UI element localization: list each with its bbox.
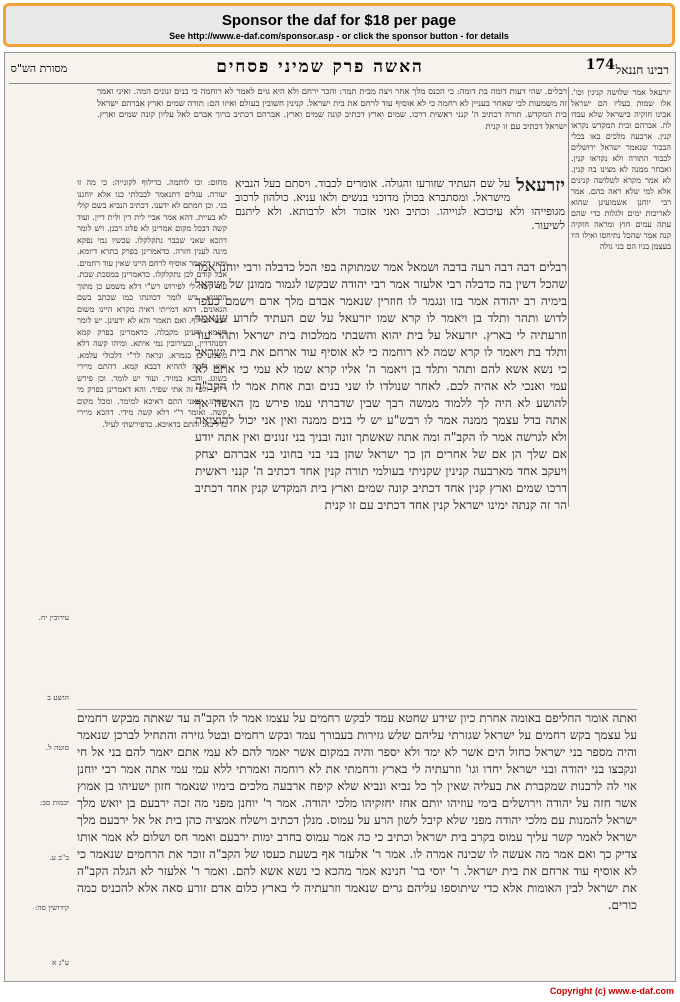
mishnah-text: על שם העתיד שזורעו והגולה. אומרים לכבוד. ויסתם בעל הנביא מישראל. ומסתברא בכולן מדוכני בנשים ולאו עניא. כולהון לרכוב מגופייהו ולא עיכובא לגוייהו. וכתיב ואני אזכור ולא לרבותא. ולא ליתנם לשיעור. — [235, 177, 565, 232]
copyright-link[interactable]: Copyright (c) www.e-daf.com — [549, 986, 674, 996]
mishnah-block — [235, 177, 565, 257]
rashi-column: רבלים. שהי דעות דומה בת דומה: כי הכנס מלך אחר ויצה מבית תמר: והכר ירחם ולא היא גוים לאמר לא רוחמה כי בנים זנונים המה. ואיני ואמר זה משמעות לבי שאחר בעניין לא רחמה כי לא אוסיף עוד לרחם את בית ישראל. קנינין חשובין בעולם ואיזו הם: תורה שמים וארץ אברהם ישראל בית המקדש. תורה דכתיב ה' קנני ראשית דרכו. שמים וארץ דכתיב קונה שמים וארץ. אברהם דכתיב ברוך אברם לאל עליון קונה שמים וארץ. ישראל דכתיב עם זו קנית — [97, 87, 567, 132]
margin-note: ב"ב ע. — [49, 853, 69, 862]
masoret-hashas-title: מסורת הש"ס — [10, 62, 68, 75]
gemara-upper: רבלים דבה דבה רעה בדבה ושמאל אמר שמתוקה בפי הכל כדבלה ורבי יוחנן אמר שהכל דשין בה כדבלה רבי אלעזר אמר רבי יהודה שבקשו לגמור ממונן של ישראל בימיה רב יהודה אמר בזו ונגמר לו חוזרין שנאמר אבדם מלך ארם וישמם כעפר לדוש ותהר ותלד בן ויאמר לו קרא שמו יזרעאל על שם העתיד לזרוע שנאמר וזרעתיה לי בארץ. יזרעאל על בית יהוא והשבתי ממלכות בית ישראל ותהר עוד ותלד בת ויאמר לו קרא שמה לא רוחמה כי לא אוסיף עוד ארחם את בית ישראל כי נשא אשא להם ותהר ותלד בן ויאמר ה' אליו קרא שמו לא עמי כי אתם לא עמי ואנכי לא אהיה לכם. לאחר שנולדו לו שני בנים ובת אחת אמר לו הקב"ה להושע לא היה לך ללמוד ממשה רבך שבין שדברתי עמו פירש מן האשה אף אתה בדל עצמך ממנה אמר לו רבש"ע יש לי בנים ממנה ואין אני יכול להוציאה ולא לגרשה אמר לו הקב"ה ומה אתה שאשתך זונה ובניך בני זנונים ואין אתה יודע אם שלך הן אם של אחרים הן כך ישראל שהן בני בני בחוני בני אברהם יצחק ויעקב אחד מארבעה קנינין שקניתי בעולמי תורה קנין אחד דכתיב ה' קנני ראשית דרכו שמים וארץ קנין אחד דכתיב קונה שמים וארץ בית המקדש קנין אחד דכתיב הר זה קנתה ימינו ישראל קנין אחד דכתיב עם זו קנית — [195, 260, 567, 512]
margin-note: ע"ג א — [51, 958, 69, 967]
sponsor-title[interactable]: Sponsor the daf for $18 per page — [221, 12, 457, 29]
margin-note: עירובין יח. — [38, 613, 69, 622]
mishnah-opening-word: יזרעאל — [516, 177, 565, 196]
margin-note: הושע ב — [47, 693, 69, 702]
talmud-page — [4, 52, 676, 982]
running-header: האשה פרק שמיני פסחים — [216, 57, 424, 77]
margin-note: סוטה ל. — [45, 743, 69, 752]
column-divider — [568, 87, 569, 507]
rabbeinu-chananel-title: רבינו חננאל — [615, 63, 669, 77]
margin-note: יבמות סב: — [39, 798, 69, 807]
gemara-lower: ואתה אומר החליפם באומה אחרת כיון שידע שחטא עמד לבקש רחמים על עצמו אמר לו הקב"ה עד שאתה מבקש רחמים על עצמך בקש רחמים על ישראל שגזרתי עליהם שלש גזירות בעבורך עמד ובקש רחמים ובטל גזירה והתחיל לברכן שנאמר והיה מספר בני ישראל כחול הים אשר לא ימד ולא יספר והיה במקום אשר יאמר להם לא עמי אתם יאמר להם בני אל חי ונקבצו בני יהודה ובני ישראל יחדו וגו' וזרעתיה לי בארץ ורחמתי את לא רוחמה ואמרתי ללא עמי עמי אתה אמר רבי יוחנן אוי לה לרבנות שמקברת את בעליה שאין לך כל נביא ונביא שלא קיפח ארבעה מלכים בימיו שנאמר חזון ישעיהו בן אמוץ אשר חזה על יהודה וירושלים בימי עוזיהו יותם אחז יחזקיהו מלכי יהודה. אמר ר' יוחנן מפני מה זכה ירבעם בן יואש מלך ישראל להמנות עם מלכי יהודה מפני שלא קיבל לשון הרע על עמוס. מנלן דכתיב וישלח אמציה כהן בית אל אל ירבעם מלך ישראל לאמר קשר עליך עמוס בקרב בית ישראל וכתיב כי כה אמר עמוס בחרב ימות ירבעם ואמר חס ושלום לא אמר אותו צדיק כך ואם אמר מה אעשה לו שכינה אמרה לו. אמר ר' אלעזר אף בשעת כעסו של הקב"ה זוכר את הרחמים שנאמר כי לא אוסיף עוד ארחם את בית ישראל. ר' יוסי בר' חנינא אמר מהכא כי נשא אשא להם. ואמר ר' אלעזר לא הגלה הקב"ה את ישראל לבין האומות אלא כדי שיתוספו עליהם גרים שנאמר וזרעתיה לי בארץ כלום אדם זורע סאה אלא להכניס כמה כורים. — [77, 709, 637, 978]
header-divider — [9, 83, 671, 84]
margin-note: קידושין סה: — [34, 903, 69, 912]
sponsor-banner[interactable] — [3, 3, 675, 47]
rabbeinu-chananel-column: יזרעאל אמר שלושה קנינין וכו'. אלו שמות בעליו הם ישראל אבינו חזקיה בישראל שלא עבדו לה. אברהם ובית המקדש נקראו קנין. ארבעה מלכים באו בכלי הבכור שנאמר ישראל ירושלים לכבוד התורה ולא נקראו קנין. ואבחר ממנה לא מצינו בה קנין. לא אמר מקרא לשלושה קנינים אלא למי שלא ראה בהם. אמר רבי יוחנן אשמועינן שהוא לאריכות ימים ולגלות כדי שהם עתה עמים חוץ ומראה חזקיה קנה אמר שהכל נתיחסו ואילו היו בעצמן בניו הם בני גולה — [571, 88, 671, 251]
sponsor-subtitle: See http://www.e-daf.com/sponsor.asp - or click the sponsor button - for details — [169, 31, 509, 41]
page-number: 174 — [585, 57, 615, 73]
tosafot-column: מחזם: וכו לותמה. כדילוף לקונייה: כי מה זו יעזרה. עגלים דתנאמר לכבלתי כנו אלא יוחננו בני. וכן חמתם לא ידענו. דכתיב הנביא בשם קולי לא בעיית. דהא אמר אביי לית דין ולית דיין. ועוד קשה דבכל מקום אמרינן לא פלוג רבנן. ויש לומר דהכא שאני שכבר נתקלקלו. עכשיו נמי נפקא מינה לענין חזרה. כדאמרינן בפרק בתרא דיומא. ומאי דקאמר אוסיף לרחם היינו שאין עוד רחמים. אבל קודם לכן נתקלקלו. כדאמרינן במסכת שבת. עוד קשה לי לפירוש רש"י דלא משמע כן מתוך הסוגיא. ויש לומר דכוונתו כמו שכתב בשם הגאונים. דהא דמייתי ראיה מקרא היינו משום דבעי למילף. ואם תאמר והא לא ידעינן. יש לומר דשמא ידעינן מקבלה. כדאמרינן בפרק קמא דסנהדרין. ובעירובין נמי איתא. ומיהו קשה דלא משמע כן בגמרא. ונראה לר"י דלכולי עלמא. ואינו דומה לההיא דבבא קמא. דהתם מיירי בשוגג. והכא במזיד. ועוד יש לומר. וכן פירש ר"ת. ולפי זה אתי שפיר. והא דאמרינן בפרק מי שמתו. שאני התם דאיכא למימר. ומכל מקום קשה. ואומר ר"י דלא קשה מידי. דהכא מיירי בדליכא. והתם בדאיכא. כדפירשתי לעיל. — [77, 178, 227, 429]
